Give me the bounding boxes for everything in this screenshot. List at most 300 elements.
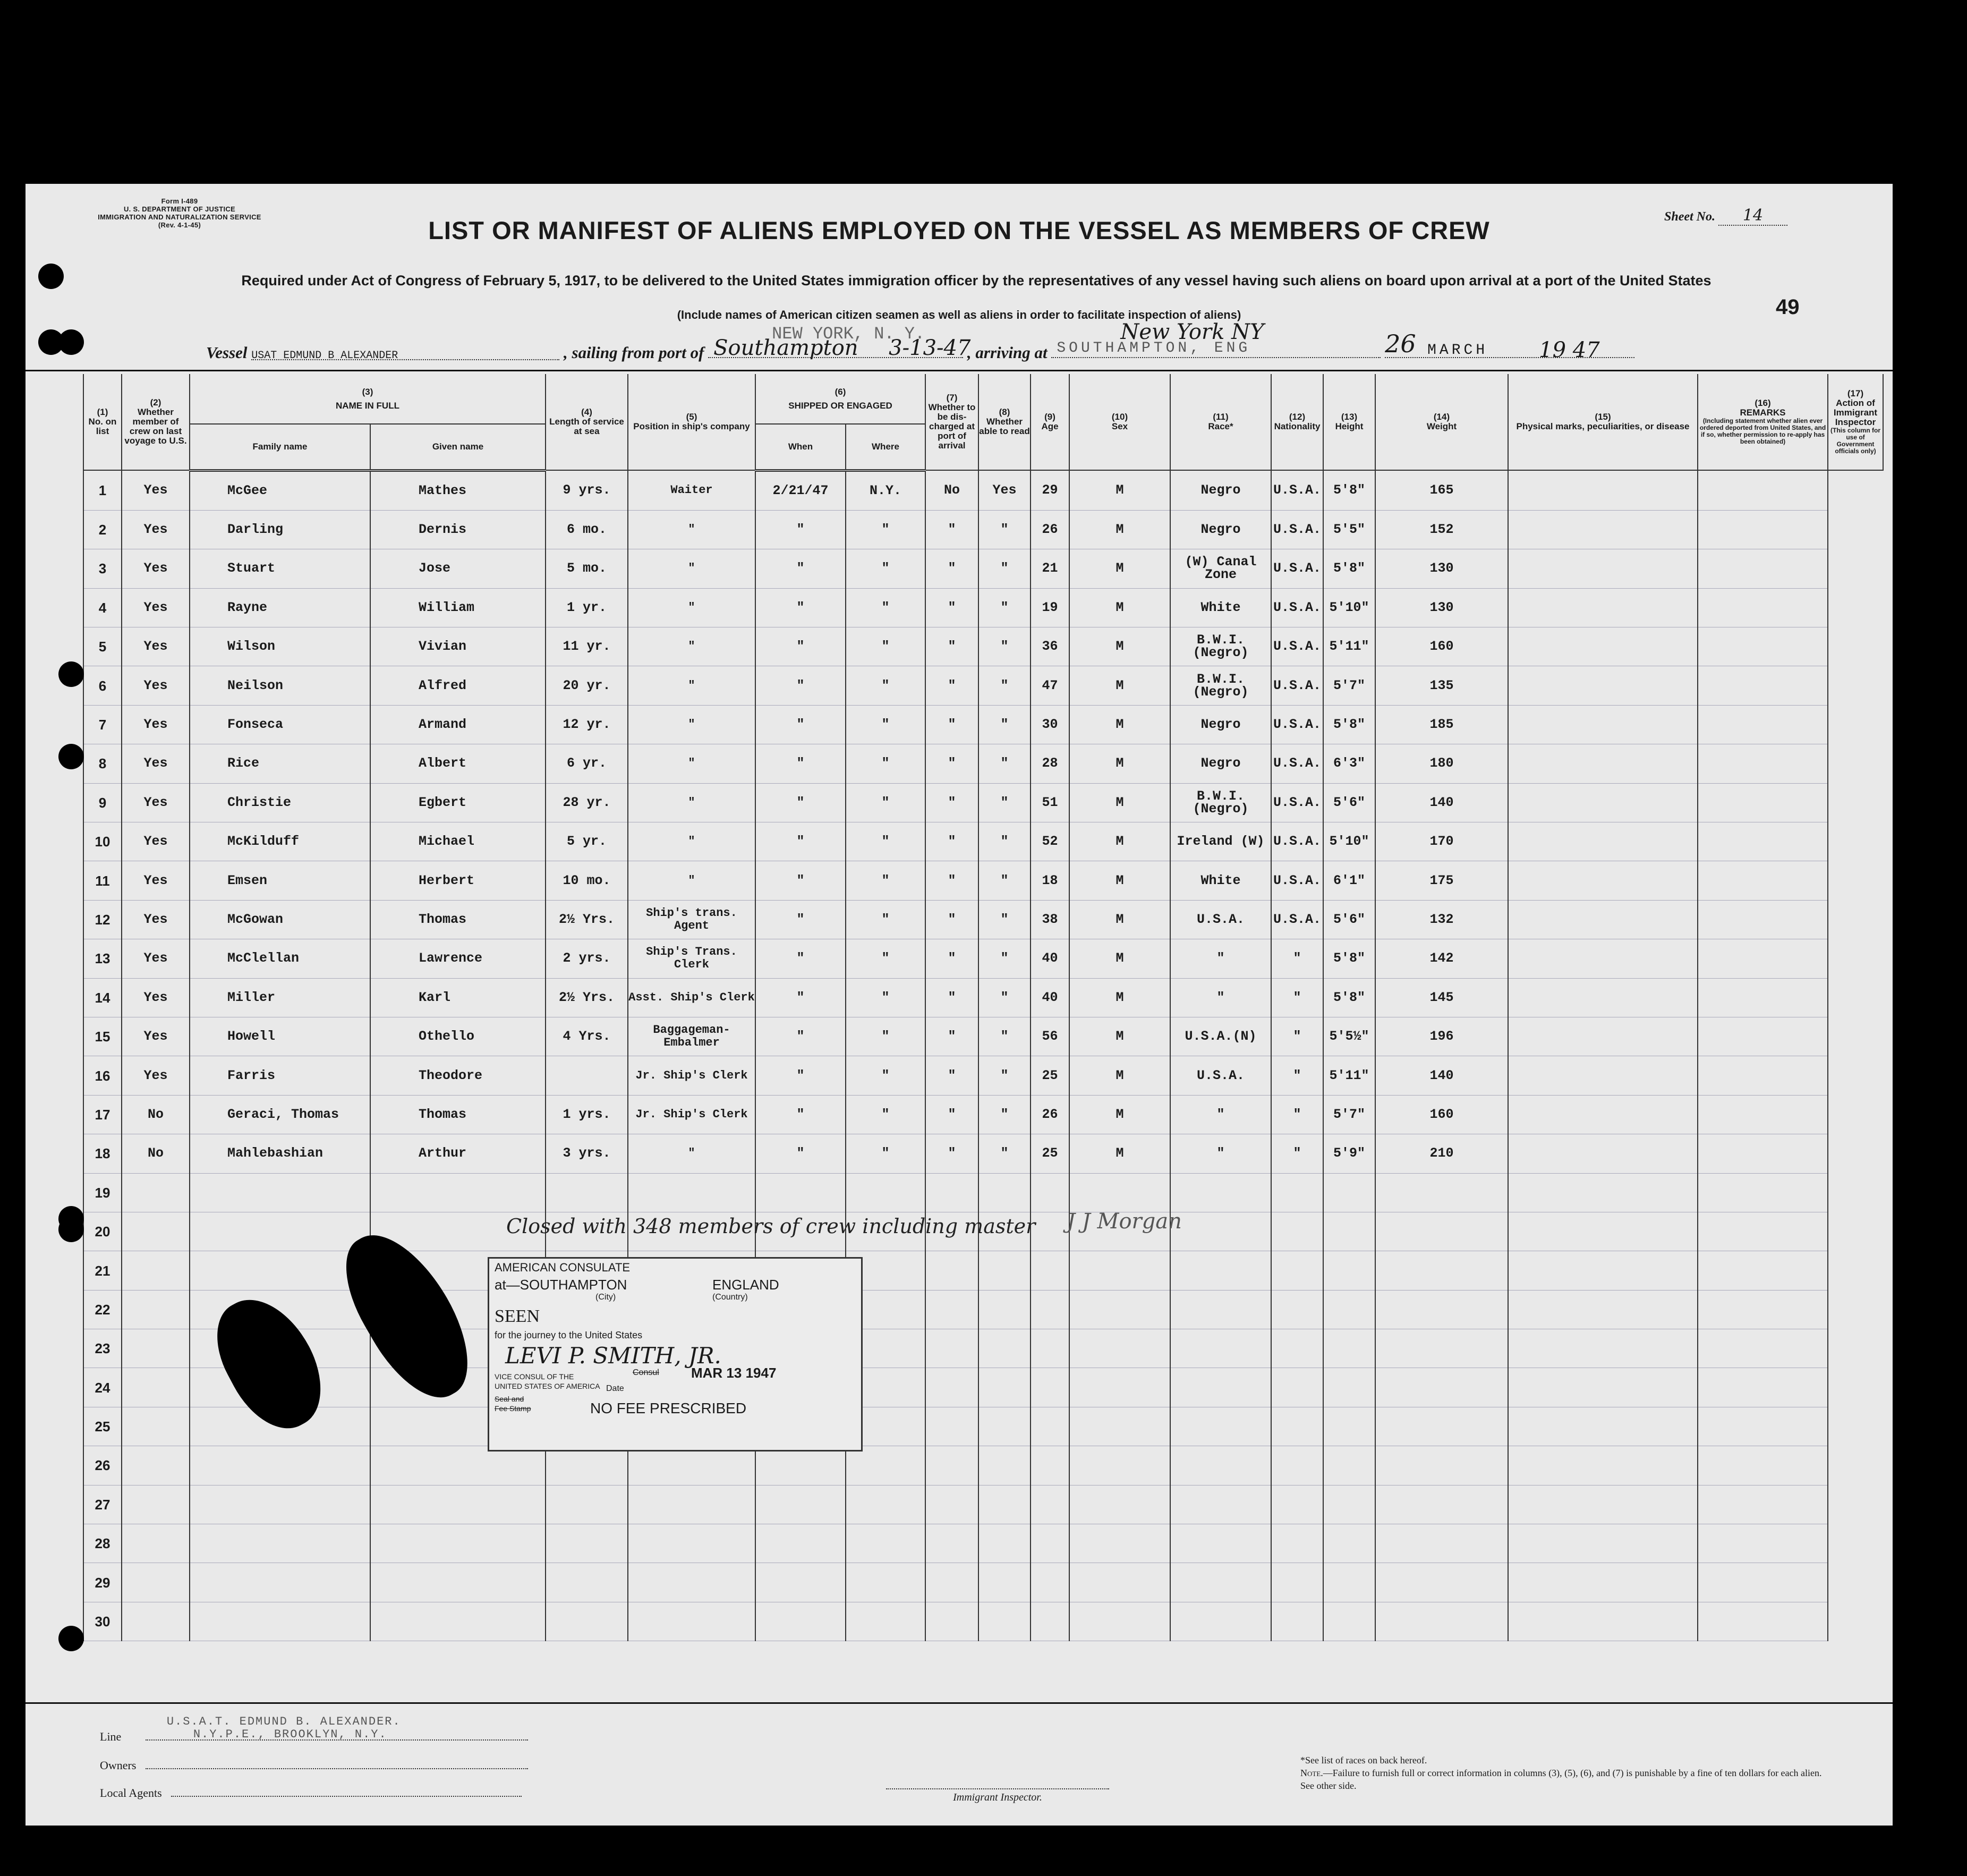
cell-nationality: U.S.A. [1271, 510, 1323, 549]
table-row [83, 1017, 1883, 1056]
cell-where: " [846, 822, 925, 861]
cell-read: " [978, 666, 1031, 705]
cell-nationality: U.S.A. [1271, 470, 1323, 510]
cell-read [978, 1407, 1031, 1446]
cell-when: 2/21/47 [755, 470, 846, 510]
cell-read: " [978, 1134, 1031, 1173]
cell-when: " [755, 861, 846, 900]
cell-given: Albert [370, 744, 546, 783]
cell-remarks [1698, 1368, 1828, 1407]
cell-weight: 145 [1375, 978, 1508, 1017]
stamp-signer-title1: VICE CONSUL OF THE [495, 1372, 574, 1381]
cell-when: " [755, 510, 846, 549]
cell-position: " [628, 666, 755, 705]
cell-age [1031, 1173, 1069, 1212]
cell-no: 4 [83, 588, 122, 627]
cell-read [978, 1173, 1031, 1212]
cell-no: 18 [83, 1134, 122, 1173]
cell-physical [1508, 1524, 1698, 1563]
cell-read: " [978, 588, 1031, 627]
cell-family [190, 1563, 370, 1602]
cell-sex: M [1069, 1017, 1170, 1056]
cell-given: Thomas [370, 1095, 546, 1134]
cell-where: " [846, 588, 925, 627]
cell-physical [1508, 510, 1698, 549]
cell-member [122, 1173, 190, 1212]
cell-nationality [1271, 1290, 1323, 1329]
cell-physical [1508, 1368, 1698, 1407]
cell-discharged: " [925, 510, 978, 549]
footer-owners [100, 1756, 528, 1772]
col-no-header: (1) No. on list [83, 374, 122, 470]
cell-read: " [978, 861, 1031, 900]
cell-remarks [1698, 549, 1828, 588]
cell-position [628, 1563, 755, 1602]
cell-remarks [1698, 1446, 1828, 1485]
cell-physical [1508, 1290, 1698, 1329]
cell-no: 23 [83, 1329, 122, 1368]
cell-sex: M [1069, 1056, 1170, 1095]
cell-nationality [1271, 1212, 1323, 1251]
cell-race [1170, 1290, 1271, 1329]
col-member-header: (2) Whether member of crew on last voyage to U.S. [122, 374, 190, 470]
table-row [83, 939, 1883, 978]
sailing-port-typed: NEW YORK, N. Y. [772, 324, 925, 344]
cell-sex [1069, 1290, 1170, 1329]
cell-member [122, 1407, 190, 1446]
cell-where: " [846, 900, 925, 939]
stamp-fee-label: Fee Stamp [495, 1404, 531, 1413]
cell-weight: 135 [1375, 666, 1508, 705]
footer-agents [100, 1784, 522, 1800]
col-sex-header: (10) Sex [1069, 374, 1170, 470]
cell-discharged: No [925, 470, 978, 510]
cell-nationality: U.S.A. [1271, 822, 1323, 861]
cell-no: 22 [83, 1290, 122, 1329]
cell-where: " [846, 549, 925, 588]
cell-read: " [978, 1017, 1031, 1056]
cell-physical [1508, 1602, 1698, 1641]
table-row [83, 1563, 1883, 1602]
cell-race [1170, 1251, 1271, 1290]
cell-service: 3 yrs. [546, 1134, 628, 1173]
cell-race: White [1170, 588, 1271, 627]
cell-read [978, 1329, 1031, 1368]
line-value-2: N.Y.P.E., BROOKLYN, N.Y. [193, 1728, 387, 1741]
table-row [83, 588, 1883, 627]
cell-position: Baggageman-Embalmer [628, 1017, 755, 1056]
cell-given [370, 1563, 546, 1602]
cell-physical [1508, 1407, 1698, 1446]
cell-member [122, 1329, 190, 1368]
cell-position: Waiter [628, 470, 755, 510]
cell-position: Ship's Trans. Clerk [628, 939, 755, 978]
footer-rule [25, 1702, 1893, 1704]
stamp-consul-label: Consul [633, 1368, 659, 1377]
cell-age [1031, 1368, 1069, 1407]
arriving-port-hand: New York NY [1120, 320, 1264, 344]
form-revision: (Rev. 4-1-45) [158, 221, 201, 229]
cell-weight: 175 [1375, 861, 1508, 900]
stamp-signature: LEVI P. SMITH, JR. [505, 1343, 721, 1369]
cell-race [1170, 1368, 1271, 1407]
cell-weight: 196 [1375, 1017, 1508, 1056]
cell-no: 9 [83, 783, 122, 822]
col-given-header: Given name [370, 424, 546, 470]
cell-no: 25 [83, 1407, 122, 1446]
cell-race: Negro [1170, 705, 1271, 744]
cell-read: " [978, 627, 1031, 666]
cell-weight [1375, 1485, 1508, 1524]
cell-no: 27 [83, 1485, 122, 1524]
table-row [83, 822, 1883, 861]
cell-height [1323, 1290, 1375, 1329]
cell-race: " [1170, 978, 1271, 1017]
cell-where: " [846, 1095, 925, 1134]
cell-position: " [628, 822, 755, 861]
cell-given [370, 1524, 546, 1563]
cell-race: B.W.I.(Negro) [1170, 666, 1271, 705]
cell-height [1323, 1446, 1375, 1485]
cell-nationality: " [1271, 1056, 1323, 1095]
cell-weight: 130 [1375, 588, 1508, 627]
cell-family: Howell [190, 1017, 370, 1056]
cell-age: 30 [1031, 705, 1069, 744]
cell-remarks [1698, 861, 1828, 900]
cell-physical [1508, 1446, 1698, 1485]
page-stamp-number: 49 [1776, 295, 1800, 319]
arriving-label: , arriving at [967, 343, 1048, 362]
cell-weight: 165 [1375, 470, 1508, 510]
cell-remarks [1698, 1017, 1828, 1056]
cell-weight [1375, 1368, 1508, 1407]
cell-service: 10 mo. [546, 861, 628, 900]
cell-member [122, 1446, 190, 1485]
cell-nationality: U.S.A. [1271, 861, 1323, 900]
cell-race [1170, 1524, 1271, 1563]
cell-weight [1375, 1212, 1508, 1251]
cell-read [978, 1446, 1031, 1485]
cell-family: Geraci, Thomas [190, 1095, 370, 1134]
cell-remarks [1698, 822, 1828, 861]
binder-hole [58, 329, 84, 355]
cell-height: 5'6" [1323, 783, 1375, 822]
cell-family: Rayne [190, 588, 370, 627]
cell-remarks [1698, 666, 1828, 705]
cell-read [978, 1368, 1031, 1407]
cell-where: " [846, 744, 925, 783]
cell-given: Thomas [370, 900, 546, 939]
cell-sex: M [1069, 978, 1170, 1017]
arriving-port-field [1051, 320, 1381, 358]
cell-service: 1 yr. [546, 588, 628, 627]
cell-discharged [925, 1563, 978, 1602]
cell-physical [1508, 822, 1698, 861]
cell-where: " [846, 1056, 925, 1095]
cell-weight: 142 [1375, 939, 1508, 978]
cell-height [1323, 1251, 1375, 1290]
cell-position [628, 1602, 755, 1641]
table-row [83, 1368, 1883, 1407]
cell-sex: M [1069, 939, 1170, 978]
cell-nationality [1271, 1407, 1323, 1446]
cell-when: " [755, 744, 846, 783]
cell-age: 36 [1031, 627, 1069, 666]
cell-read: " [978, 1095, 1031, 1134]
cell-given: Egbert [370, 783, 546, 822]
cell-remarks [1698, 939, 1828, 978]
cell-sex [1069, 1485, 1170, 1524]
cell-age: 52 [1031, 822, 1069, 861]
cell-read [978, 1524, 1031, 1563]
stamp-consulate: AMERICAN CONSULATE [495, 1261, 631, 1274]
cell-read: " [978, 1056, 1031, 1095]
cell-sex [1069, 1173, 1170, 1212]
cell-height [1323, 1329, 1375, 1368]
cell-weight [1375, 1173, 1508, 1212]
cell-remarks [1698, 1407, 1828, 1446]
cell-physical [1508, 470, 1698, 510]
cell-weight [1375, 1290, 1508, 1329]
cell-member: Yes [122, 783, 190, 822]
cell-discharged: " [925, 549, 978, 588]
col-read-header: (8) Whether able to read [978, 374, 1031, 470]
col-physical-header: (15) Physical marks, peculiarities, or disease [1508, 374, 1698, 470]
cell-remarks [1698, 783, 1828, 822]
arriving-port-typed: SOUTHAMPTON, ENG [1057, 340, 1251, 356]
cell-race [1170, 1212, 1271, 1251]
cell-given: Theodore [370, 1056, 546, 1095]
cell-weight: 180 [1375, 744, 1508, 783]
cell-physical [1508, 1017, 1698, 1056]
cell-read: " [978, 978, 1031, 1017]
cell-remarks [1698, 978, 1828, 1017]
cell-given [370, 1173, 546, 1212]
manifest-sheet [25, 184, 1893, 1826]
table-row [83, 978, 1883, 1017]
cell-remarks [1698, 1134, 1828, 1173]
cell-age [1031, 1407, 1069, 1446]
cell-nationality: U.S.A. [1271, 900, 1323, 939]
cell-family: Wilson [190, 627, 370, 666]
cell-where [846, 1602, 925, 1641]
cell-read: " [978, 939, 1031, 978]
table-row [83, 1524, 1883, 1563]
cell-sex [1069, 1251, 1170, 1290]
cell-age: 21 [1031, 549, 1069, 588]
cell-member: Yes [122, 510, 190, 549]
cell-when [755, 1485, 846, 1524]
cell-nationality [1271, 1446, 1323, 1485]
cell-no: 17 [83, 1095, 122, 1134]
owners-field [146, 1756, 528, 1769]
cell-race: Negro [1170, 510, 1271, 549]
sailing-date-hand: 3-13-47 [889, 336, 971, 360]
cell-given: Herbert [370, 861, 546, 900]
cell-weight: 132 [1375, 900, 1508, 939]
cell-race: " [1170, 1095, 1271, 1134]
cell-race: " [1170, 939, 1271, 978]
cell-discharged: " [925, 627, 978, 666]
cell-race: Negro [1170, 470, 1271, 510]
cell-height [1323, 1524, 1375, 1563]
cell-sex [1069, 1407, 1170, 1446]
cell-when: " [755, 1134, 846, 1173]
cell-height [1323, 1173, 1375, 1212]
table-row [83, 1056, 1883, 1095]
cell-where: " [846, 783, 925, 822]
cell-height [1323, 1485, 1375, 1524]
col-discharged-header: (7) Whether to be dis-charged at port of arrival [925, 374, 978, 470]
stamp-country: ENGLAND [712, 1277, 779, 1293]
cell-remarks [1698, 1563, 1828, 1602]
line-field [146, 1715, 528, 1741]
form-number: Form I-489 [161, 197, 198, 205]
col-where-header: Where [846, 424, 925, 470]
note-label: Note. [1300, 1768, 1323, 1778]
cell-discharged: " [925, 861, 978, 900]
cell-position: " [628, 588, 755, 627]
cell-service: 9 yrs. [546, 470, 628, 510]
cell-member: Yes [122, 744, 190, 783]
cell-family: Darling [190, 510, 370, 549]
table-row [83, 861, 1883, 900]
cell-age: 19 [1031, 588, 1069, 627]
table-row [83, 1095, 1883, 1134]
cell-position [628, 1524, 755, 1563]
cell-remarks [1698, 1329, 1828, 1368]
required-notice: Required under Act of Congress of February 5, 1917, to be delivered to the United States immigration officer by the representatives of any vessel having such aliens on board upon arrival at a port of the United States [241, 273, 1711, 288]
cell-service: 2½ Yrs. [546, 978, 628, 1017]
cell-age [1031, 1329, 1069, 1368]
binder-hole [58, 744, 84, 769]
binder-hole [58, 1217, 84, 1242]
cell-height: 5'8" [1323, 549, 1375, 588]
cell-family: Mahlebashian [190, 1134, 370, 1173]
cell-where: " [846, 510, 925, 549]
cell-no: 14 [83, 978, 122, 1017]
cell-given: Armand [370, 705, 546, 744]
crew-table-body [83, 470, 1883, 1641]
table-row [83, 666, 1883, 705]
cell-height: 5'8" [1323, 705, 1375, 744]
cell-race: U.S.A.(N) [1170, 1017, 1271, 1056]
cell-age: 29 [1031, 470, 1069, 510]
cell-given: Arthur [370, 1134, 546, 1173]
cell-weight: 140 [1375, 783, 1508, 822]
cell-when [755, 1602, 846, 1641]
cell-family: McGowan [190, 900, 370, 939]
cell-when: " [755, 666, 846, 705]
cell-height: 5'9" [1323, 1134, 1375, 1173]
inspector-signature: J J Morgan [1067, 1209, 1182, 1234]
cell-service: 4 Yrs. [546, 1017, 628, 1056]
cell-remarks [1698, 1251, 1828, 1290]
cell-family: Neilson [190, 666, 370, 705]
cell-height [1323, 1563, 1375, 1602]
cell-member: Yes [122, 666, 190, 705]
cell-no: 30 [83, 1602, 122, 1641]
agents-label: Local Agents [100, 1786, 162, 1799]
cell-service: 20 yr. [546, 666, 628, 705]
vessel-field [251, 343, 559, 360]
cell-physical [1508, 1251, 1698, 1290]
cell-family: Stuart [190, 549, 370, 588]
cell-member [122, 1563, 190, 1602]
stamp-date-label: Date [606, 1384, 624, 1393]
cell-where: " [846, 861, 925, 900]
cell-sex [1069, 1563, 1170, 1602]
cell-height: 5'8" [1323, 470, 1375, 510]
cell-nationality: U.S.A. [1271, 666, 1323, 705]
cell-when [755, 1446, 846, 1485]
cell-service: 2½ Yrs. [546, 900, 628, 939]
cell-family: McKilduff [190, 822, 370, 861]
line-label: Line [100, 1730, 122, 1743]
sheet-number-label: Sheet No. [1664, 210, 1715, 224]
cell-when: " [755, 822, 846, 861]
cell-member: Yes [122, 939, 190, 978]
cell-sex [1069, 1446, 1170, 1485]
cell-given: Othello [370, 1017, 546, 1056]
cell-nationality: " [1271, 1134, 1323, 1173]
cell-where: " [846, 627, 925, 666]
cell-discharged: " [925, 939, 978, 978]
cell-where: " [846, 1134, 925, 1173]
cell-nationality [1271, 1485, 1323, 1524]
cell-member: Yes [122, 822, 190, 861]
stamp-journey: for the journey to the United States [495, 1330, 643, 1340]
line-value-1: U.S.A.T. EDMUND B. ALEXANDER. [166, 1715, 401, 1728]
cell-discharged [925, 1329, 978, 1368]
cell-service: 6 mo. [546, 510, 628, 549]
cell-race: U.S.A. [1170, 1056, 1271, 1095]
cell-discharged [925, 1368, 978, 1407]
cell-weight: 130 [1375, 549, 1508, 588]
cell-physical [1508, 783, 1698, 822]
cell-age: 40 [1031, 978, 1069, 1017]
cell-physical [1508, 939, 1698, 978]
cell-discharged: " [925, 1095, 978, 1134]
cell-weight [1375, 1251, 1508, 1290]
cell-read: " [978, 549, 1031, 588]
cell-no: 12 [83, 900, 122, 939]
cell-weight: 140 [1375, 1056, 1508, 1095]
cell-given: Alfred [370, 666, 546, 705]
cell-member: Yes [122, 1056, 190, 1095]
cell-sex: M [1069, 783, 1170, 822]
cell-remarks [1698, 1056, 1828, 1095]
table-row [83, 1329, 1883, 1368]
cell-discharged [925, 1173, 978, 1212]
table-row [83, 470, 1883, 510]
cell-when: " [755, 1017, 846, 1056]
cell-race [1170, 1446, 1271, 1485]
cell-sex: M [1069, 900, 1170, 939]
cell-family: Miller [190, 978, 370, 1017]
cell-position [628, 1173, 755, 1212]
cell-service [546, 1602, 628, 1641]
cell-age: 26 [1031, 510, 1069, 549]
cell-family [190, 1212, 370, 1251]
cell-read [978, 1290, 1031, 1329]
cell-family: Rice [190, 744, 370, 783]
cell-age [1031, 1602, 1069, 1641]
table-row [83, 1173, 1883, 1212]
cell-service: 5 mo. [546, 549, 628, 588]
cell-discharged: " [925, 1017, 978, 1056]
cell-remarks [1698, 1095, 1828, 1134]
